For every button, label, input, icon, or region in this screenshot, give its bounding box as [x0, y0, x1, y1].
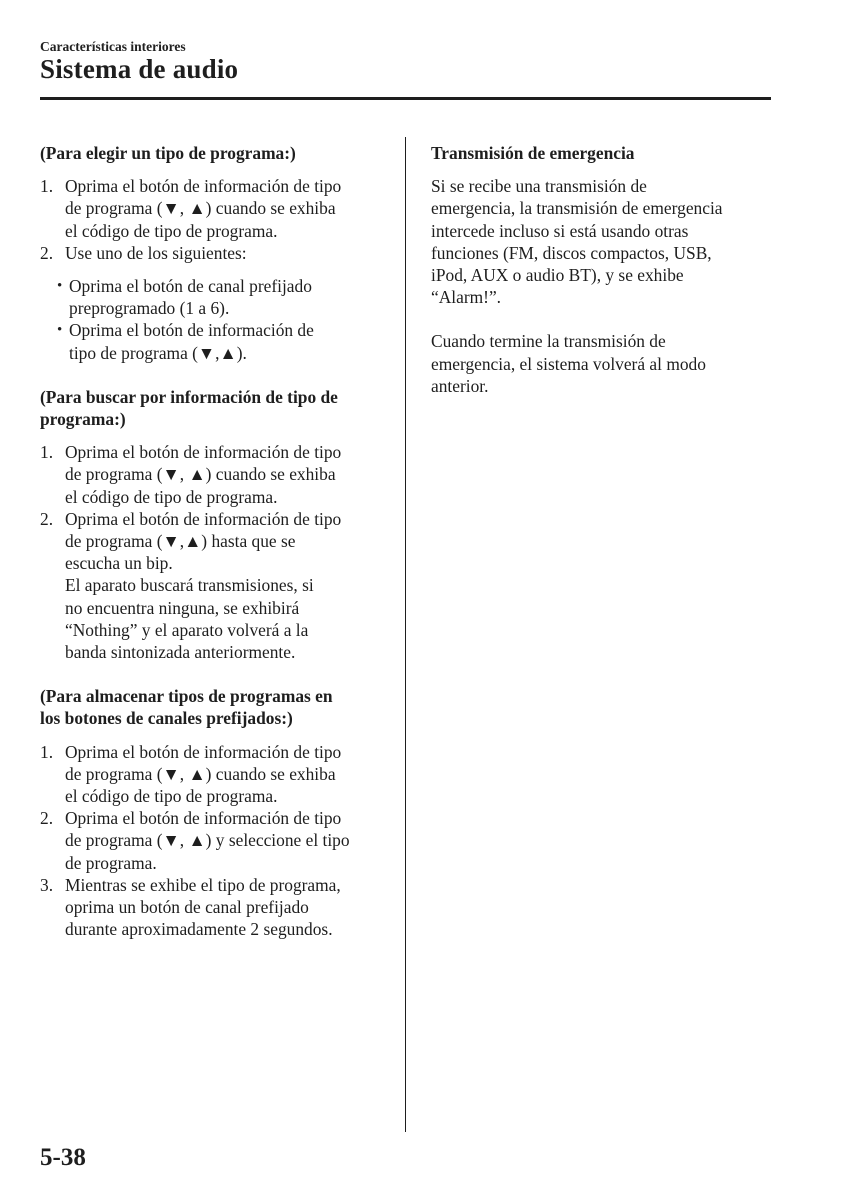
heading-line: los botones de canales prefijados:)	[40, 708, 293, 729]
list-number: 1.	[40, 176, 54, 197]
header-section-label: Características interiores	[40, 39, 186, 54]
bullet-mark: •	[57, 278, 63, 295]
text-line: Oprima el botón de información de tipo	[65, 808, 342, 829]
text-line: Si se recibe una transmisión de	[431, 176, 647, 197]
text-line: emergencia, el sistema volverá al modo	[431, 353, 706, 374]
left-column	[40, 142, 390, 941]
text-line: durante aproximadamente 2 segundos.	[65, 919, 333, 940]
column-divider	[405, 137, 406, 1132]
text-line: el código de tipo de programa.	[65, 786, 278, 807]
bullet-mark: •	[57, 322, 63, 339]
section-heading-choose-program-type: (Para elegir un tipo de programa:)	[40, 143, 296, 163]
text-line: Use uno de los siguientes:	[65, 242, 247, 263]
text-line: banda sintonizada anteriormente.	[65, 642, 296, 663]
list-number: 1.	[40, 442, 54, 463]
text-line: de programa (▼, ▲) y seleccione el tipo	[65, 830, 350, 851]
text-line: anterior.	[431, 375, 489, 396]
list-item	[40, 741, 390, 808]
text-line: de programa (▼,▲) hasta que se	[65, 531, 296, 552]
text-line: el código de tipo de programa.	[65, 486, 278, 507]
heading-line: (Para buscar por información de tipo de	[40, 386, 338, 407]
text-line: tipo de programa (▼,▲).	[69, 342, 247, 363]
text-line: Oprima el botón de información de tipo	[65, 176, 342, 197]
text-line: oprima un botón de canal prefijado	[65, 897, 309, 918]
heading-line: (Para almacenar tipos de programas en	[40, 686, 333, 707]
text-line: emergencia, la transmisión de emergencia	[431, 198, 723, 219]
text-line: Oprima el botón de información de tipo	[65, 741, 342, 762]
list-item	[40, 441, 390, 508]
bullet-item	[40, 319, 390, 363]
page-title: Sistema de audio	[40, 54, 239, 84]
header-divider	[40, 97, 771, 100]
list-item	[40, 242, 390, 264]
list-number: 2.	[40, 808, 54, 829]
list-item	[40, 508, 390, 663]
heading-line: programa:)	[40, 409, 126, 430]
list-number: 2.	[40, 508, 54, 529]
right-column	[431, 142, 776, 397]
text-line: no encuentra ninguna, se exhibirá	[65, 597, 300, 618]
text-line: Oprima el botón de información de tipo	[65, 442, 342, 463]
list-item	[40, 175, 390, 242]
text-line: Oprima el botón de información de tipo	[65, 508, 342, 529]
list-item	[40, 807, 390, 874]
list-number: 1.	[40, 741, 54, 762]
text-line: de programa (▼, ▲) cuando se exhiba	[65, 464, 336, 485]
text-line: Oprima el botón de información de	[69, 320, 314, 341]
paragraph	[431, 330, 776, 397]
text-line: “Alarm!”.	[431, 287, 502, 308]
section-heading-store-program-types	[40, 685, 390, 729]
text-line: preprogramado (1 a 6).	[69, 298, 230, 319]
text-line: el código de tipo de programa.	[65, 220, 278, 241]
text-line: de programa (▼, ▲) cuando se exhiba	[65, 198, 336, 219]
text-line: escucha un bip.	[65, 553, 173, 574]
text-line: de programa.	[65, 852, 157, 873]
list-number: 2.	[40, 242, 54, 263]
text-line: de programa (▼, ▲) cuando se exhiba	[65, 763, 336, 784]
section-heading-emergency-broadcast: Transmisión de emergencia	[431, 143, 635, 163]
text-line: intercede incluso si está usando otras	[431, 220, 689, 241]
list-item	[40, 874, 390, 941]
section-heading-search-program-type	[40, 386, 390, 430]
text-line: Mientras se exhibe el tipo de programa,	[65, 874, 341, 895]
text-line: Oprima el botón de canal prefijado	[69, 276, 312, 297]
text-line: “Nothing” y el aparato volverá a la	[65, 619, 309, 640]
text-line: iPod, AUX o audio BT), y se exhibe	[431, 265, 684, 286]
page-number: 5-38	[40, 1144, 86, 1171]
list-number: 3.	[40, 874, 54, 895]
paragraph	[431, 175, 776, 308]
text-line: funciones (FM, discos compactos, USB,	[431, 242, 712, 263]
text-line: El aparato buscará transmisiones, si	[65, 575, 314, 596]
bullet-item	[40, 275, 390, 319]
text-line: Cuando termine la transmisión de	[431, 331, 666, 352]
